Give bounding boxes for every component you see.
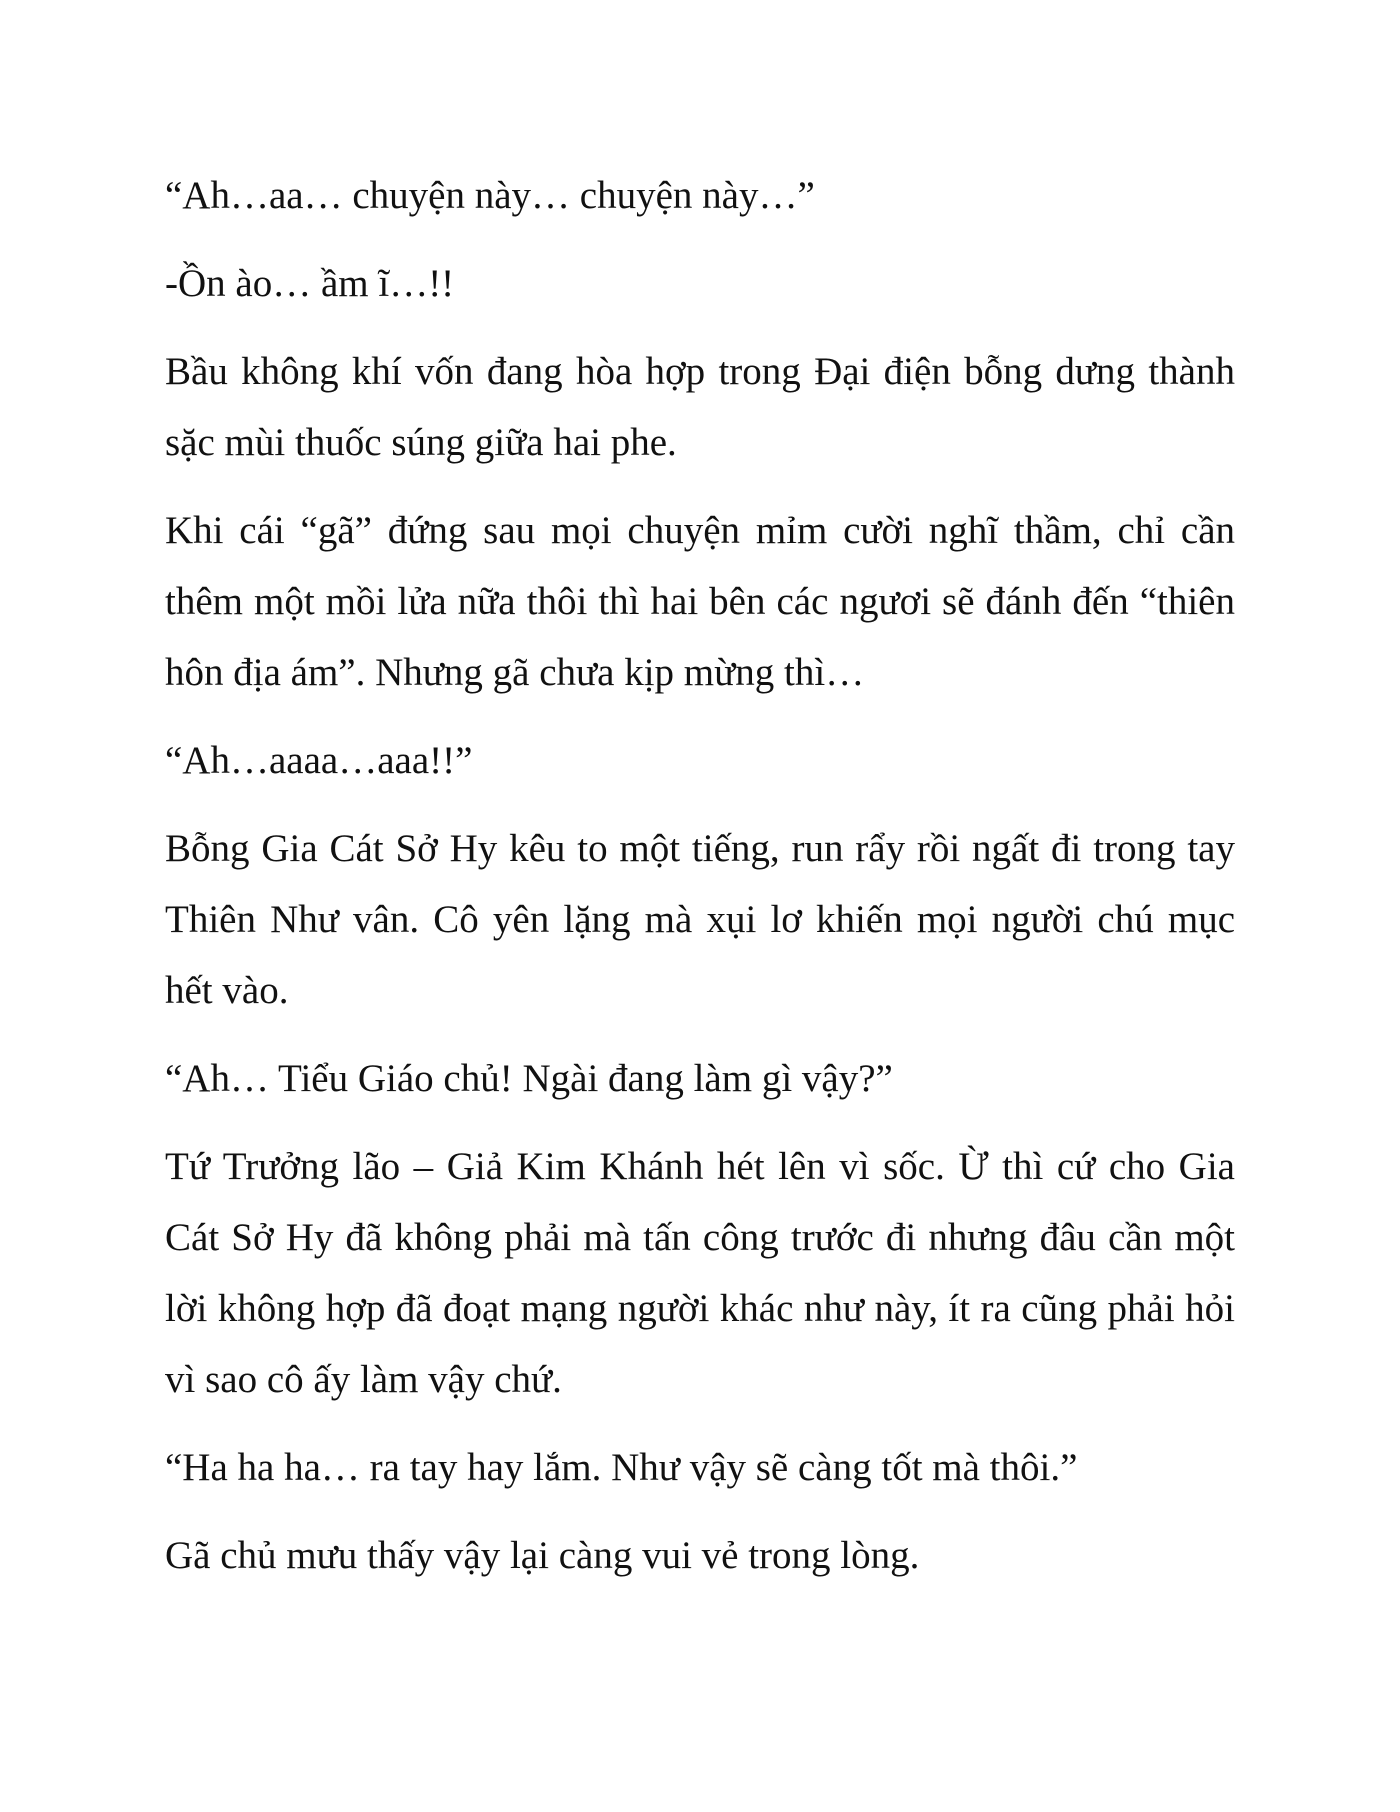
paragraph: Tứ Trưởng lão – Giả Kim Khánh hét lên vì sốc. Ừ thì cứ cho Gia Cát Sở Hy đã không phải mà tấn công trước đi nhưng đâu cần một lời không hợp đã đoạt mạng người khác như này, ít ra cũng phải hỏi vì sao cô ấy làm vậy chứ. [165,1145,1235,1401]
paragraph: -Ồn ào… ầm ĩ…!! [165,262,455,305]
paragraph: Bầu không khí vốn đang hòa hợp trong Đại điện bỗng dưng thành sặc mùi thuốc súng giữa hai phe. [165,350,1235,464]
body-text [165,160,1235,1591]
paragraph: Gã chủ mưu thấy vậy lại càng vui vẻ trong lòng. [165,1534,920,1577]
paragraph: “Ah…aa… chuyện này… chuyện này…” [165,174,815,217]
paragraph: Bỗng Gia Cát Sở Hy kêu to một tiếng, run rẩy rồi ngất đi trong tay Thiên Như vân. Cô yên lặng mà xụi lơ khiến mọi người chú mục hết vào. [165,827,1235,1012]
paragraph: Khi cái “gã” đứng sau mọi chuyện mỉm cười nghĩ thầm, chỉ cần thêm một mồi lửa nữa thôi thì hai bên các ngươi sẽ đánh đến “thiên hôn địa ám”. Nhưng gã chưa kịp mừng thì… [165,509,1235,694]
paragraph: “Ah…aaaa…aaa!!” [165,739,473,782]
paragraph: “Ah… Tiểu Giáo chủ! Ngài đang làm gì vậy?” [165,1057,893,1100]
paragraph: “Ha ha ha… ra tay hay lắm. Như vậy sẽ càng tốt mà thôi.” [165,1446,1078,1489]
